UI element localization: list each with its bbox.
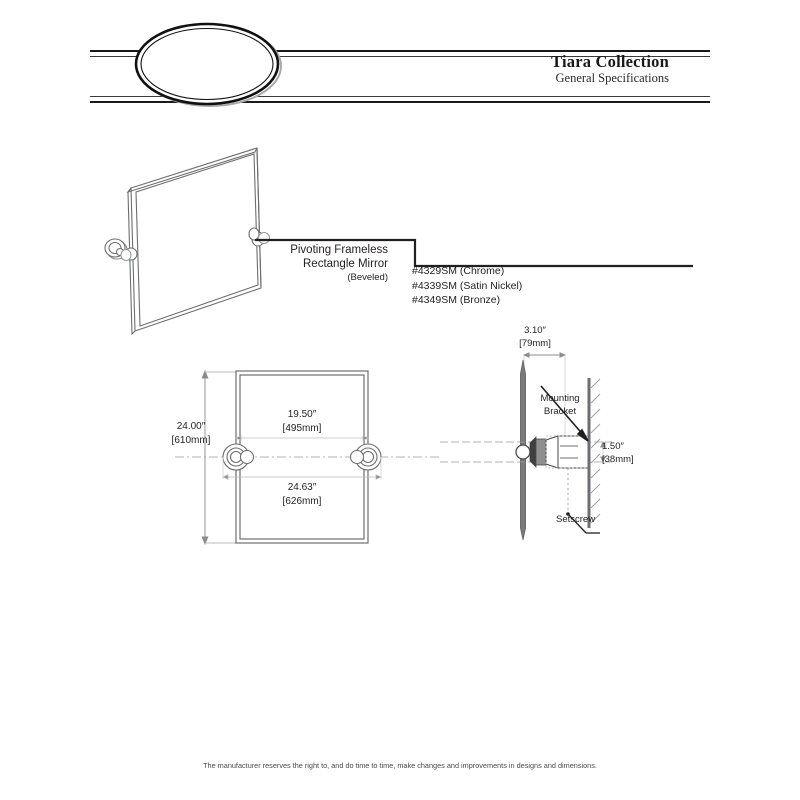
- page-subtitle: General Specifications: [555, 71, 669, 85]
- bracket-dimension-label: [602, 440, 662, 466]
- front-elevation-view: [175, 360, 440, 555]
- setscrew-text: Setscrew: [556, 514, 596, 525]
- side-pivot-knuckle: [516, 445, 530, 459]
- oval-badge-icon: [128, 18, 288, 110]
- height-dimension-inches: 24.00″: [176, 421, 206, 432]
- sku-item: #4349SM (Bronze): [412, 294, 501, 306]
- bracket-mm: [38mm]: [602, 454, 634, 465]
- projection-dimension-label: [495, 324, 575, 350]
- bracket-inches: 1.50″: [602, 441, 624, 452]
- inner-width-dimension-label: [242, 408, 362, 435]
- callout-product-line1: Pivoting Frameless: [290, 244, 388, 256]
- setscrew-label: [556, 514, 595, 527]
- height-dimension-label: [155, 420, 227, 447]
- projection-inches: 3.10″: [524, 325, 546, 336]
- height-dimension-mm: [610mm]: [171, 434, 211, 446]
- outer-width-inches: 24.63″: [287, 482, 317, 493]
- callout-product-sub: (Beveled): [347, 272, 388, 283]
- outer-width-dimension-label: [242, 481, 362, 508]
- header-band: [0, 0, 800, 120]
- outer-width-mm: [626mm]: [282, 495, 322, 507]
- sku-item: #4329SM (Chrome): [412, 265, 505, 277]
- mounting-bracket-body: [530, 436, 590, 468]
- inner-width-mm: [495mm]: [282, 422, 322, 434]
- mounting-bracket-line1: Mounting: [540, 393, 580, 404]
- projection-mm: [79mm]: [519, 338, 551, 349]
- callout-product-line2: Rectangle Mirror: [303, 258, 388, 270]
- mounting-bracket-label: [527, 393, 593, 418]
- page-title: Tiara Collection: [551, 52, 669, 71]
- footer-disclaimer: The manufacturer reserves the right to, and do time to time, make changes and improvements in designs and dimensions.: [203, 761, 597, 770]
- sku-item: #4339SM (Satin Nickel): [412, 279, 523, 292]
- callout-product-name: [238, 243, 388, 284]
- mounting-bracket-line2: Bracket: [543, 405, 577, 417]
- sku-list: [412, 264, 522, 308]
- inner-width-inches: 19.50″: [287, 409, 317, 420]
